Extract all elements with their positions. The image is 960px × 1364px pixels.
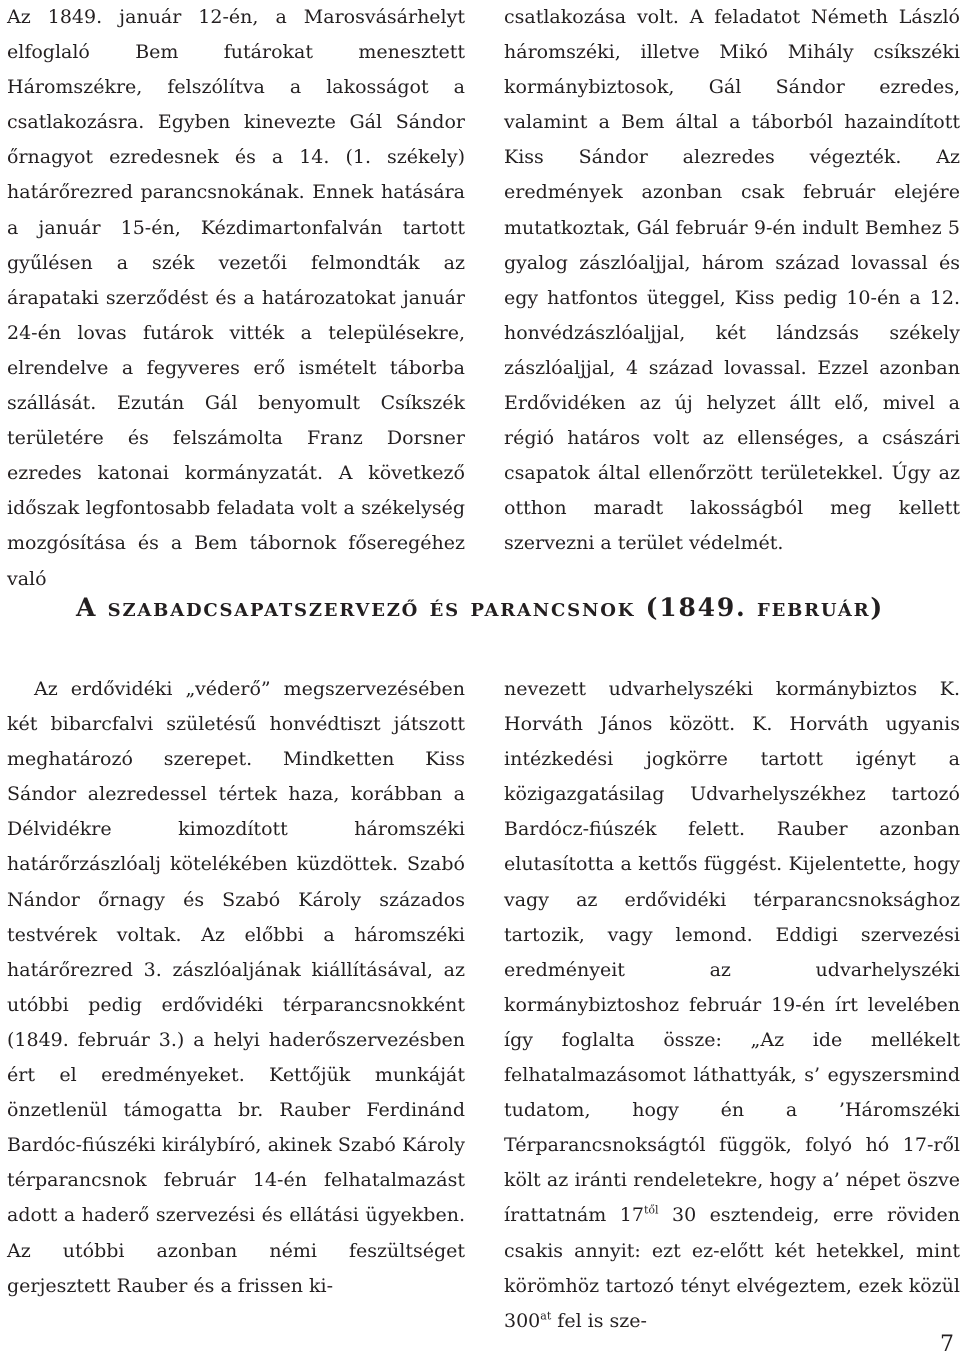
paragraph: Az erdővidéki „véderő” megszervezésében két bibarcfalvi születésű honvédtiszt játszott meghatározó szerepet. Mindketten Kiss Sándor alezredessel tértek haza, korábban a Délvidékre kimozdított háromszéki határőrzászlóalj kötelékében küzdöttek. Szabó Nándor őrnagy és Szabó Károly százados testvérek voltak. Az előbbi a háromszéki határőrezred 3. zászlóaljának kiállításával, az utóbbi pedig erdővidéki térparancsnokként (1849. február 3.) a helyi haderőszervezésben ért el eredményeket. Kettőjük munkáját önzetlenül támogatta br. Rauber Ferdinánd Bardóc-fiúszéki királybíró, akinek Szabó Károly térparancsnok február 14-én felhatalmazást adott a haderő szervezési és ellátási ügyekben. Az utóbbi azonban némi feszültséget gerjesztett Rauber és a frissen ki- [7,678,465,1297]
paragraph-text: 30 esztendeig, erre röviden csakis annyit: ezt ez-előtt két hetekkel, mint körömhöz tartozó tényt elvégeztem, ezek közül 300 [504,1204,960,1332]
paragraph: csatlakozása volt. A feladatot Németh László háromszéki, illetve Mikó Mihály csíkszéki kormánybiztosok, Gál Sándor ezredes, valamint a Bem által a táborból hazaindított Kiss Sándor alezredes végezték. Az eredmények azonban csak február elejére mutatkoztak, Gál február 9-én indult Bemhez 5 gyalog zászlóaljjal, három század lovassal és egy hatfontos üteggel, Kiss pedig 10-én a 12. honvédzászlóaljjal, két lándzsás székely zászlóaljjal, 4 század lovassal. Ezzel azonban Erdővidéken az új helyzet állt elő, mivel a régió határos volt az ellenséges, a császári csapatok által ellenőrzött területekkel. Úgy az otthon maradt lakosságból meg kellett szervezni a terület védelmét. [504,6,960,555]
paragraph-text: fel is sze- [551,1309,647,1332]
text-column-bottom-right [504,672,960,1339]
paragraph-text: nevezett udvarhelyszéki kormánybiztos K. Horváth János között. K. Horváth ugyanis intézkedési jogkörre tartott igényt a közigazgatásilag Udvarhelyszékhez tartozó Bardócz-fiúszék felett. Rauber azonban elutasította a kettős függést. Kijelentette, hogy vagy az erdővidéki térparancsnoksághoz tartozik, vagy lemond. Eddigi szervezési eredményeit az udvarhelyszéki kormánybiztoshoz február 19-én írt levelében így foglalta össze: „Az ide mellékelt felhatalmazásomot láthattyák, s’ egyszersmind tudatom, hogy én a ’Háromszéki Térparancsnokságtól függök, folyó hó 17-ről költ az iránti rendeletekre, hogy a’ népet öszve írattatnám 17 [504,678,960,1227]
text-column-bottom-left [7,672,465,1304]
paragraph: Az 1849. január 12-én, a Marosvásárhelyt elfoglaló Bem futárokat menesztett Háromszékre, felszólítva a lakosságot a csatlakozásra. Egyben kinevezte Gál Sándor őrnagyot ezredesnek és a 14. (1. székely) határőrezred parancsnokának. Ennek hatására a január 15-én, Kézdimartonfalván tartott gyűlésen a szék vezetői felmondták az árapataki szerződést és a határozatokat január 24-én lovas futárok vitték a településekre, elrendelve a fegyveres erő ismételt táborba szállását. Ezután Gál benyomult Csíkszék területére és felszámolta Franz Dorsner ezredes katonai kormányzatát. A következő időszak legfontosabb feladata volt a székelység mozgósítása és a Bem tábornok főseregéhez való [7,6,465,590]
text-column-top-left [7,0,465,597]
section-heading: A szabadcsapatszervező és parancsnok (1849. február) [75,593,885,622]
superscript: at [540,1309,552,1323]
page-number: 7 [940,1332,954,1357]
superscript: től [643,1204,659,1218]
paragraph [504,672,960,1339]
text-column-top-right [504,0,960,562]
